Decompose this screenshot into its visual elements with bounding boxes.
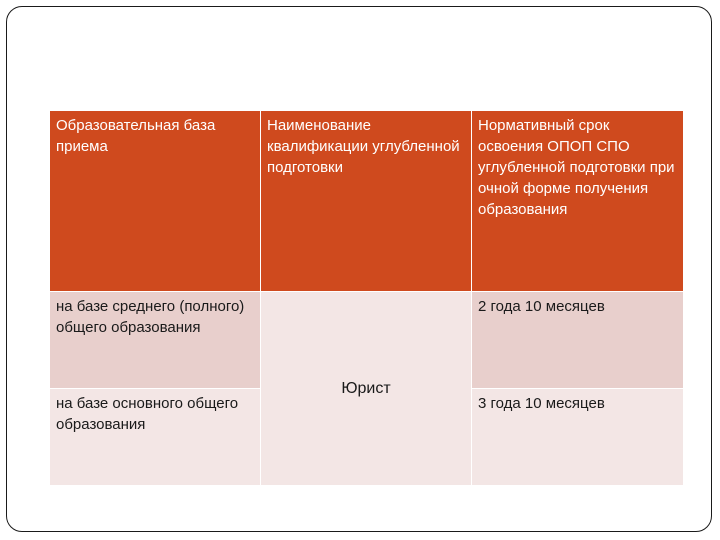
table-row [50,292,684,389]
table-header-row [50,111,684,292]
cell-qualification: Юрист [261,292,472,486]
cell-study-term: 3 года 10 месяцев [472,389,684,486]
cell-education-base: на базе основного общего образования [50,389,261,486]
header-study-term-label: Нормативный срок освоения ОПОП СПО углубленной подготовки при очной форме получения образования [478,117,675,218]
header-education-base [50,111,261,292]
header-education-base-label: Образовательная база приема [56,117,216,155]
qualification-table [49,110,684,486]
cell-education-base: на базе среднего (полного) общего образования [50,292,261,389]
cell-study-term: 2 года 10 месяцев [472,292,684,389]
header-qualification-name [261,111,472,292]
header-study-term [472,111,684,292]
header-qualification-name-label: Наименование квалификации углубленной подготовки [267,117,460,176]
